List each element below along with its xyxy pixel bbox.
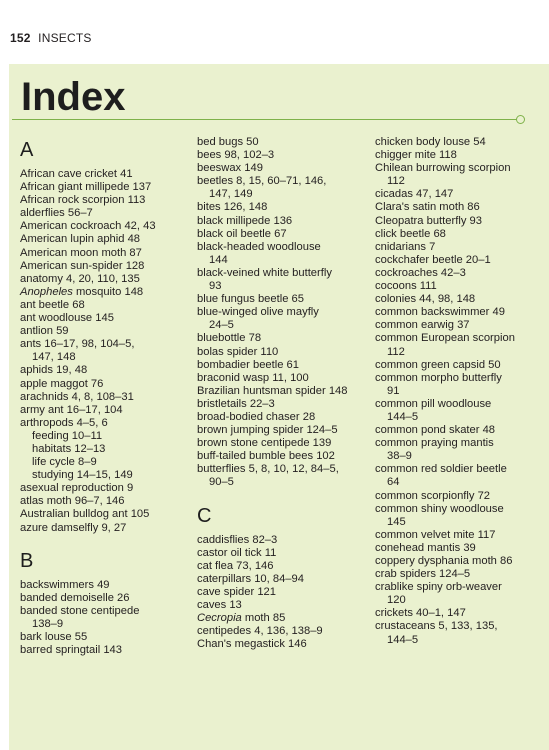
- index-entry-continuation: 144–5: [387, 410, 419, 423]
- index-entry: common red soldier beetle: [375, 463, 507, 476]
- index-entry: azure damselfly 9, 27: [20, 521, 127, 534]
- index-entry: buff-tailed bumble bees 102: [197, 450, 335, 463]
- index-subentry: life cycle 8–9: [32, 456, 97, 469]
- index-entry: ant woodlouse 145: [20, 312, 114, 325]
- index-entry: American lupin aphid 48: [20, 233, 141, 246]
- index-entry-continuation: 112: [387, 175, 405, 188]
- index-entry: American sun-spider 128: [20, 259, 145, 272]
- index-entry: cat flea 73, 146: [197, 559, 274, 572]
- index-entry: Chan's megastick 146: [197, 638, 307, 651]
- entry-italic-term: Anopheles: [20, 285, 73, 298]
- index-entry-continuation: 145: [387, 515, 406, 528]
- index-entry: colonies 44, 98, 148: [375, 293, 476, 306]
- index-entry: cocoons 111: [375, 280, 437, 293]
- index-entry: African giant millipede 137: [20, 181, 152, 194]
- index-entry: conehead mantis 39: [375, 541, 476, 554]
- index-entry: common morpho butterfly: [375, 371, 502, 384]
- entry-italic-term: Cecropia: [197, 612, 242, 625]
- index-entry: cicadas 47, 147: [375, 188, 454, 201]
- index-entry: bristletails 22–3: [197, 397, 275, 410]
- page-header: [10, 31, 92, 45]
- index-entry-continuation: 93: [209, 280, 222, 293]
- index-entry: bites 126, 148: [197, 201, 268, 214]
- index-entry: common shiny woodlouse: [375, 502, 504, 515]
- index-entry: atlas moth 96–7, 146: [20, 495, 125, 508]
- index-entry: blue-winged olive mayfly: [197, 306, 319, 319]
- index-entry: black oil beetle 67: [197, 227, 287, 240]
- index-entry: Brazilian huntsman spider 148: [197, 384, 348, 397]
- index-entry: crickets 40–1, 147: [375, 607, 466, 620]
- index-entry: caddisflies 82–3: [197, 533, 278, 546]
- index-entry: castor oil tick 11: [197, 546, 277, 559]
- index-letter-heading: A: [20, 139, 34, 161]
- index-entry-continuation: 144: [209, 253, 228, 266]
- index-entry: click beetle 68: [375, 227, 446, 240]
- index-entry: bombadier beetle 61: [197, 358, 300, 371]
- index-entry: bed bugs 50: [197, 136, 259, 148]
- index-entry-continuation: 90–5: [209, 476, 234, 489]
- rule-end-dot: [516, 115, 525, 124]
- index-column-1: [20, 136, 192, 657]
- index-entry: bees 98, 102–3: [197, 149, 275, 162]
- index-subentry: studying 14–15, 149: [32, 469, 133, 482]
- index-entry: beetles 8, 15, 60–71, 146,: [197, 175, 327, 188]
- index-entry-continuation: 147, 149: [209, 188, 253, 201]
- index-subentry: feeding 10–11: [32, 429, 103, 442]
- index-entry: caves 13: [197, 599, 242, 611]
- section-name: INSECTS: [38, 31, 92, 45]
- index-entry: crablike spiny orb-weaver: [375, 581, 502, 594]
- index-subentry: habitats 12–13: [32, 442, 106, 455]
- index-entry: antlion 59: [20, 325, 69, 338]
- index-entry: backswimmers 49: [20, 578, 110, 591]
- index-entry: common European scorpion: [375, 332, 515, 345]
- index-entry: [20, 286, 192, 299]
- index-entry: asexual reproduction 9: [20, 482, 134, 495]
- index-entry: braconid wasp 11, 100: [197, 371, 309, 384]
- index-entry: caterpillars 10, 84–94: [197, 572, 304, 585]
- index-entry-continuation: 38–9: [387, 450, 412, 463]
- index-entry: blue fungus beetle 65: [197, 293, 304, 306]
- index-entry: black-headed woodlouse: [197, 240, 321, 253]
- index-letter-heading: B: [20, 549, 34, 572]
- index-entry: chigger mite 118: [375, 149, 457, 162]
- index-entry: arachnids 4, 8, 108–31: [20, 390, 134, 403]
- index-entry: bluebottle 78: [197, 332, 262, 345]
- index-column-3: [375, 136, 547, 647]
- page-number: 152: [10, 31, 31, 45]
- index-entry: army ant 16–17, 104: [20, 403, 123, 416]
- index-letter-heading: C: [197, 504, 212, 527]
- index-entry: apple maggot 76: [20, 377, 104, 390]
- page-title: Index: [21, 75, 126, 119]
- index-entry: aphids 19, 48: [20, 364, 88, 377]
- index-entry-continuation: 112: [387, 345, 405, 358]
- index-entry: African cave cricket 41: [20, 168, 133, 180]
- index-entry: black millipede 136: [197, 214, 293, 227]
- index-entry: common pill woodlouse: [375, 397, 492, 410]
- index-entry: butterflies 5, 8, 10, 12, 84–5,: [197, 463, 339, 476]
- index-entry: beeswax 149: [197, 162, 263, 175]
- index-entry: Chilean burrowing scorpion: [375, 162, 511, 175]
- entry-text: moth 85: [241, 612, 286, 625]
- index-entry: anatomy 4, 20, 110, 135: [20, 272, 140, 285]
- index-entry: barred springtail 143: [20, 644, 122, 657]
- index-entry: bolas spider 110: [197, 345, 279, 358]
- index-entry: [197, 612, 369, 625]
- index-entry-continuation: 64: [387, 476, 400, 489]
- index-entry: brown jumping spider 124–5: [197, 424, 338, 437]
- index-entry: ants 16–17, 98, 104–5,: [20, 338, 135, 351]
- index-entry-continuation: 91: [387, 384, 400, 397]
- index-entry-continuation: 24–5: [209, 319, 234, 332]
- index-entry: cockroaches 42–3: [375, 266, 466, 279]
- index-entry: cockchafer beetle 20–1: [375, 253, 491, 266]
- index-entry: bark louse 55: [20, 631, 88, 643]
- index-entry: crab spiders 124–5: [375, 568, 471, 581]
- index-entry-continuation: 120: [387, 594, 406, 607]
- index-entry: common scorpionfly 72: [375, 489, 491, 502]
- index-entry: common earwig 37: [375, 319, 470, 332]
- index-entry: alderflies 56–7: [20, 207, 93, 220]
- index-entry: common praying mantis: [375, 437, 494, 450]
- index-entry: centipedes 4, 136, 138–9: [197, 625, 323, 638]
- index-entry: Cleopatra butterfly 93: [375, 214, 482, 227]
- title-rule: [12, 119, 517, 120]
- index-entry: Australian bulldog ant 105: [20, 508, 150, 521]
- index-entry: chicken body louse 54: [375, 136, 486, 148]
- index-entry: common velvet mite 117: [375, 528, 496, 541]
- index-entry-continuation: 144–5: [387, 633, 419, 646]
- index-entry: broad-bodied chaser 28: [197, 410, 316, 423]
- index-entry: arthropods 4–5, 6: [20, 416, 108, 429]
- index-entry: common green capsid 50: [375, 358, 501, 371]
- index-entry-continuation: 138–9: [32, 617, 64, 630]
- index-entry: crustaceans 5, 133, 135,: [375, 620, 498, 633]
- index-entry: cnidarians 7: [375, 240, 436, 253]
- index-entry: coppery dysphania moth 86: [375, 555, 513, 567]
- index-entry: American cockroach 42, 43: [20, 220, 156, 233]
- index-entry: banded stone centipede: [20, 604, 140, 617]
- index-entry: brown stone centipede 139: [197, 437, 332, 450]
- index-entry-continuation: 147, 148: [32, 351, 76, 364]
- index-entry: banded demoiselle 26: [20, 591, 130, 604]
- index-entry: cave spider 121: [197, 585, 276, 598]
- index-column-2: [197, 136, 369, 651]
- index-entry: Clara's satin moth 86: [375, 201, 480, 214]
- index-entry: African rock scorpion 113: [20, 194, 146, 207]
- index-entry: common backswimmer 49: [375, 306, 505, 319]
- index-entry: American moon moth 87: [20, 246, 142, 259]
- index-entry: ant beetle 68: [20, 298, 85, 311]
- entry-text: mosquito 148: [72, 285, 144, 298]
- index-entry: black-veined white butterfly: [197, 266, 332, 279]
- index-entry: common pond skater 48: [375, 424, 496, 437]
